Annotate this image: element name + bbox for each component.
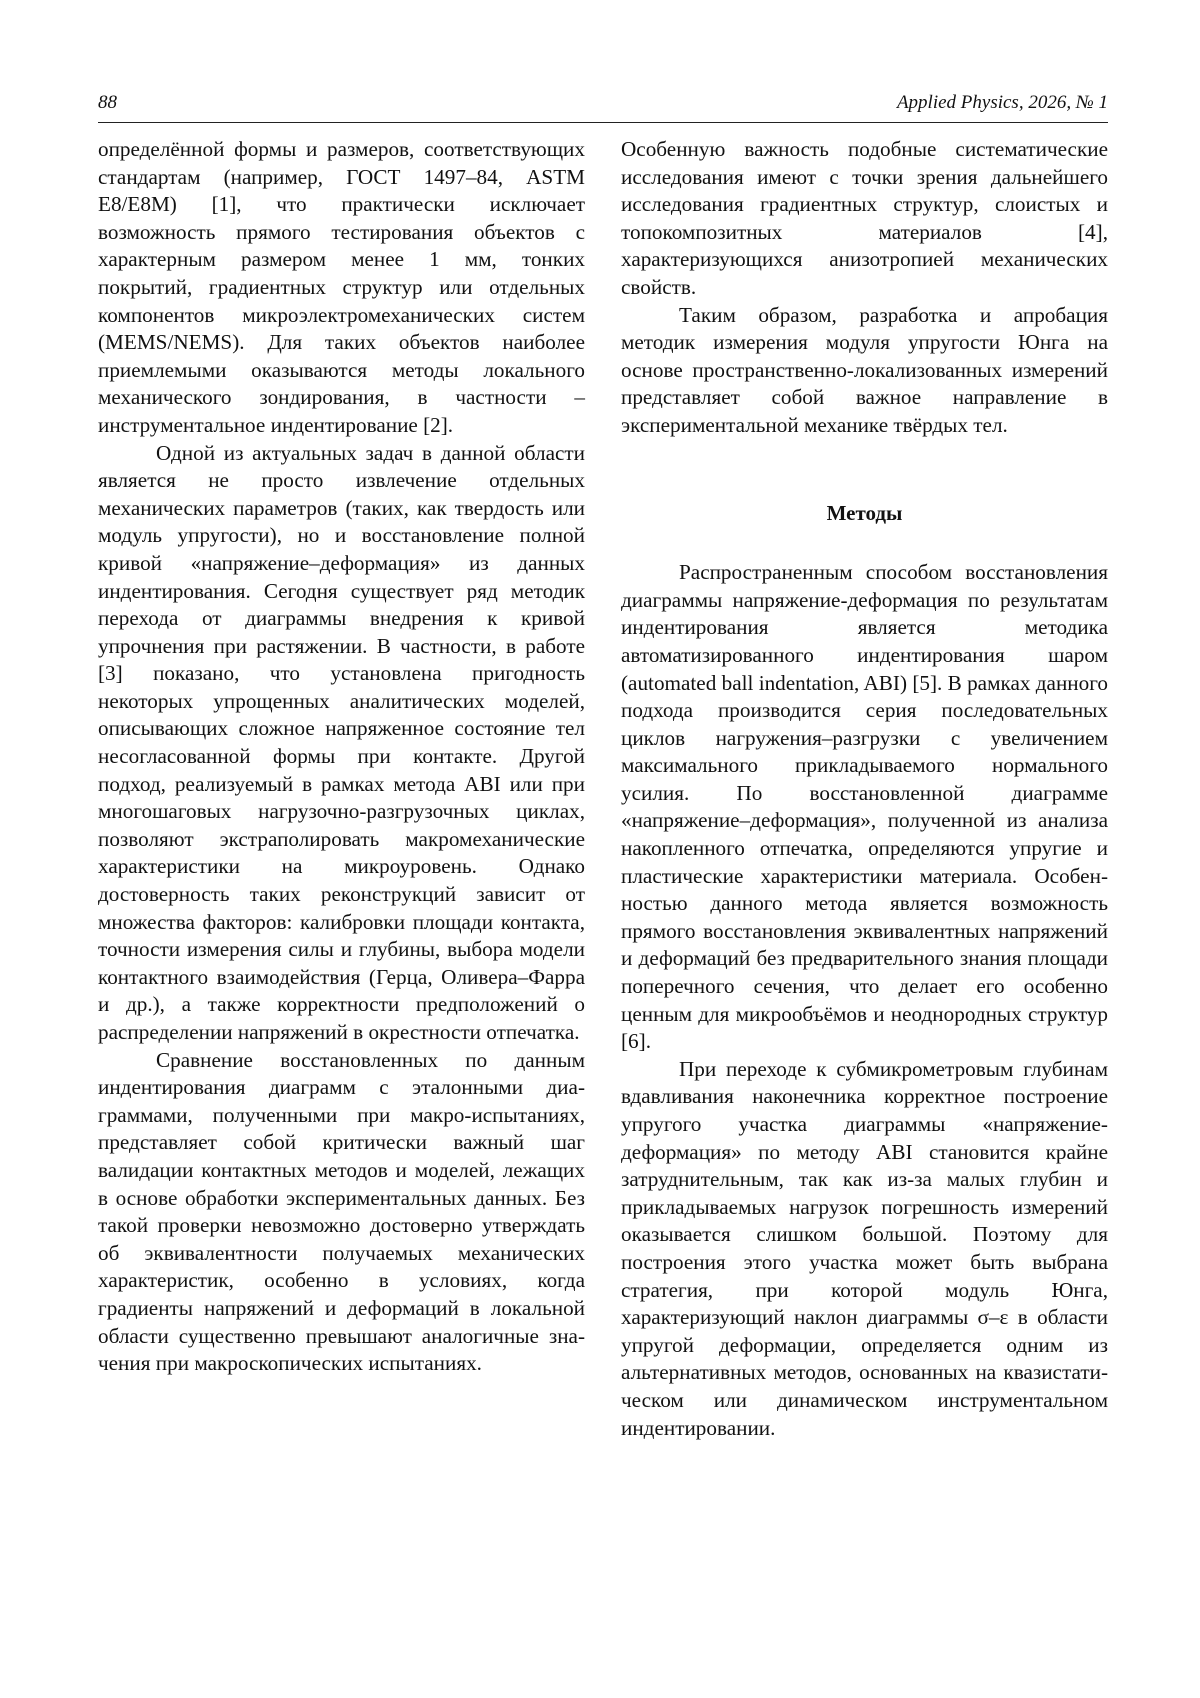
left-column [98,136,585,1378]
paragraph: Особенную важность подобные систематические исследования имеют с точки зрения дальнейшего исследования градиентных структур, слоистых и топокомпозитных материалов [4], характеризующихся анизотропией механических свойств. [621,137,1108,299]
running-header [98,88,1108,123]
paragraph: Одной из актуальных задач в данной области является не просто извлечение отдельных механических параметров (таких, как твердость или модуль упругости), но и восстановление полной кривой «напряжение–деформация» из данных индентирования. Сегодня существует ряд методик перехода от диаграммы внедрения к кривой упрочнения при растяжении. В частности, в работе [3] показано, что установлена пригодность некоторых упрощенных аналитических моделей, описывающих сложное напряженное состояние тел несогласованной формы при контакте. Другой подход, реализуемый в рамках метода ABI или при многошаговых нагрузочно-разгрузочных циклах, позволяют экстраполировать макромеханические характеристики на микроуровень. Однако достоверность таких реконструкций зависит от множества факторов: калибровки площади контакта, точности измерения силы и глубины, выбора модели контактного взаимодействия (Герца, Оливера–Фарра и др.), а также корректности предположений о распределении напряжений в окрестности отпечатка. [98,440,585,1044]
paragraph: Таким образом, разработка и апробация методик измерения модуля упругости Юнга на основе пространственно-локализованных измерений представляет собой важное направление в экспериментальной механике твёрдых тел. [621,302,1108,437]
journal-citation: Applied Physics, 2026, № 1 [896,92,1108,113]
paragraph: При переходе к субмикрометровым глубинам вдавливания наконечника корректное построение упругого участка диаграммы «напряжение-деформация» по методу ABI становится крайне затруднительным, так как из-за малых глубин и прикладываемых нагрузок погрешность измерений оказывается слишком большой. Поэтому для построения этого участка может быть выбрана стратегия, при которой модуль Юнга, характеризующий наклон диаграммы σ–ε в области упругой деформации, определяется одним из альтернативных методов, основанных на квазистатическом или динамическом инструментальном индентировании. [621,1056,1108,1440]
paragraph: определённой формы и размеров, соответствующих стандартам (например, ГОСТ 1497–84, ASTM E8/E8M) [1], что практически исключает возможность прямого тестирования объектов с характерным размером менее 1 мм, тонких покрытий, градиентных структур или отдельных компонентов микроэлектромеханических систем (MEMS/NEMS). Для таких объектов наиболее приемлемыми оказываются методы локального механического зондирования, в частности – инструментальное индентирование [2]. [98,137,585,437]
right-column [621,136,1108,1442]
section-heading-methods: Методы [826,500,903,525]
page-number: 88 [98,92,117,113]
paragraph: Распространенным способом восстановления диаграммы напряжение-деформация по результатам индентирования является методика автоматизированного индентирования шаром (automated ball indentation, ABI) [5]. В рамках данного подхода производится серия последовательных циклов нагружения–разгрузки с увеличением максимального прикладываемого нормального усилия. По восстановленной диаграмме «напряжение–деформация», полученной из анализа накопленного отпечатка, определяются упругие и пластические характеристики материала. Особенностью данного метода является возможность прямого восстановления эквивалентных напряжений и деформаций без предварительного знания площади поперечного сечения, что делает его особенно ценным для микрообъёмов и неоднородных структур [6]. [621,560,1108,1054]
paragraph: Сравнение восстановленных по данным индентирования диаграмм с эталонными диаграммами, полученными при макро-испытаниях, представляет собой критически важный шаг валидации контактных методов и моделей, лежащих в основе обработки экспериментальных данных. Без такой проверки невозможно достоверно утверждать об эквивалентности получаемых механических характеристик, особенно в условиях, когда градиенты напряжений и деформаций в локальной области существенно превышают аналогичные значения при макроскопических испытаниях. [98,1047,585,1376]
